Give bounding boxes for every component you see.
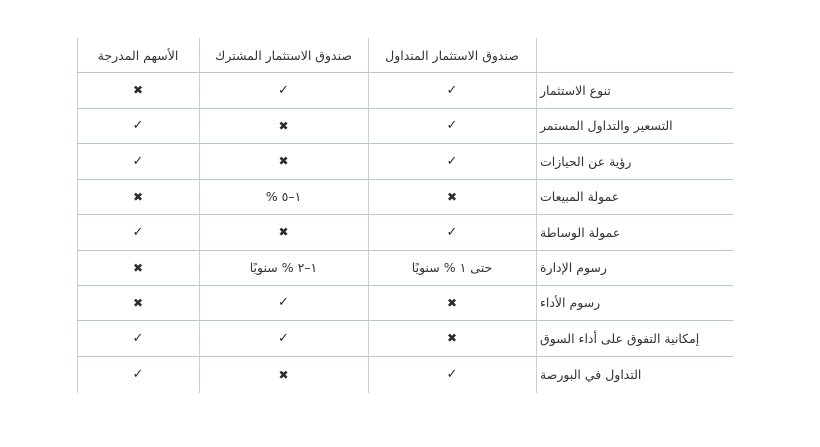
row-label: تنوع الاستثمار xyxy=(540,82,611,98)
column-divider xyxy=(536,38,537,393)
mutual-cell: ✓ xyxy=(278,295,289,310)
mutual-cell: ✖ xyxy=(278,367,289,382)
stocks-cell: ✓ xyxy=(132,118,144,133)
row-label: التداول في البورصة xyxy=(540,367,642,382)
etf-cell: ✓ xyxy=(446,153,458,169)
etf-cell: حتى ١ % سنويًا xyxy=(411,260,493,275)
stocks-cell: ✓ xyxy=(132,224,144,240)
header-listed-stocks: الأسهم المدرجة xyxy=(97,47,179,63)
row-label: رسوم الإدارة xyxy=(540,260,607,275)
mutual-cell: ✖ xyxy=(278,225,289,239)
stocks-cell: ✓ xyxy=(132,367,144,382)
mutual-cell: ✓ xyxy=(278,330,289,346)
mutual-cell: ✓ xyxy=(278,82,289,98)
etf-cell: ✖ xyxy=(446,295,458,310)
row-label: عمولة المبيعات xyxy=(540,189,620,204)
etf-cell: ✖ xyxy=(446,189,458,204)
header-mutual-fund: صندوق الاستثمار المشترك xyxy=(215,47,352,63)
etf-cell: ✓ xyxy=(446,118,458,133)
etf-cell: ✓ xyxy=(446,82,458,98)
mutual-cell: ✖ xyxy=(278,118,289,133)
stocks-cell: ✖ xyxy=(132,295,144,310)
etf-cell: ✓ xyxy=(446,367,458,382)
header-etf: صندوق الاستثمار المتداول xyxy=(385,47,519,63)
mutual-cell: ✖ xyxy=(278,154,289,168)
row-label: رؤية عن الحيازات xyxy=(540,153,632,169)
row-label: رسوم الأداء xyxy=(540,295,601,310)
row-label: التسعير والتداول المستمر xyxy=(540,118,673,133)
row-label: عمولة الوساطة xyxy=(540,224,621,240)
mutual-cell: ١–٥ % xyxy=(265,189,302,204)
stocks-cell: ✓ xyxy=(132,330,144,346)
row-label: إمكانية التفوق على أداء السوق xyxy=(540,330,700,346)
stocks-cell: ✖ xyxy=(132,83,144,97)
stocks-cell: ✓ xyxy=(132,153,144,169)
etf-cell: ✖ xyxy=(446,331,458,345)
stocks-cell: ✖ xyxy=(132,189,144,204)
etf-cell: ✓ xyxy=(446,224,458,240)
stocks-cell: ✖ xyxy=(132,260,144,275)
mutual-cell: ١–٢ % سنويًا xyxy=(249,260,318,275)
